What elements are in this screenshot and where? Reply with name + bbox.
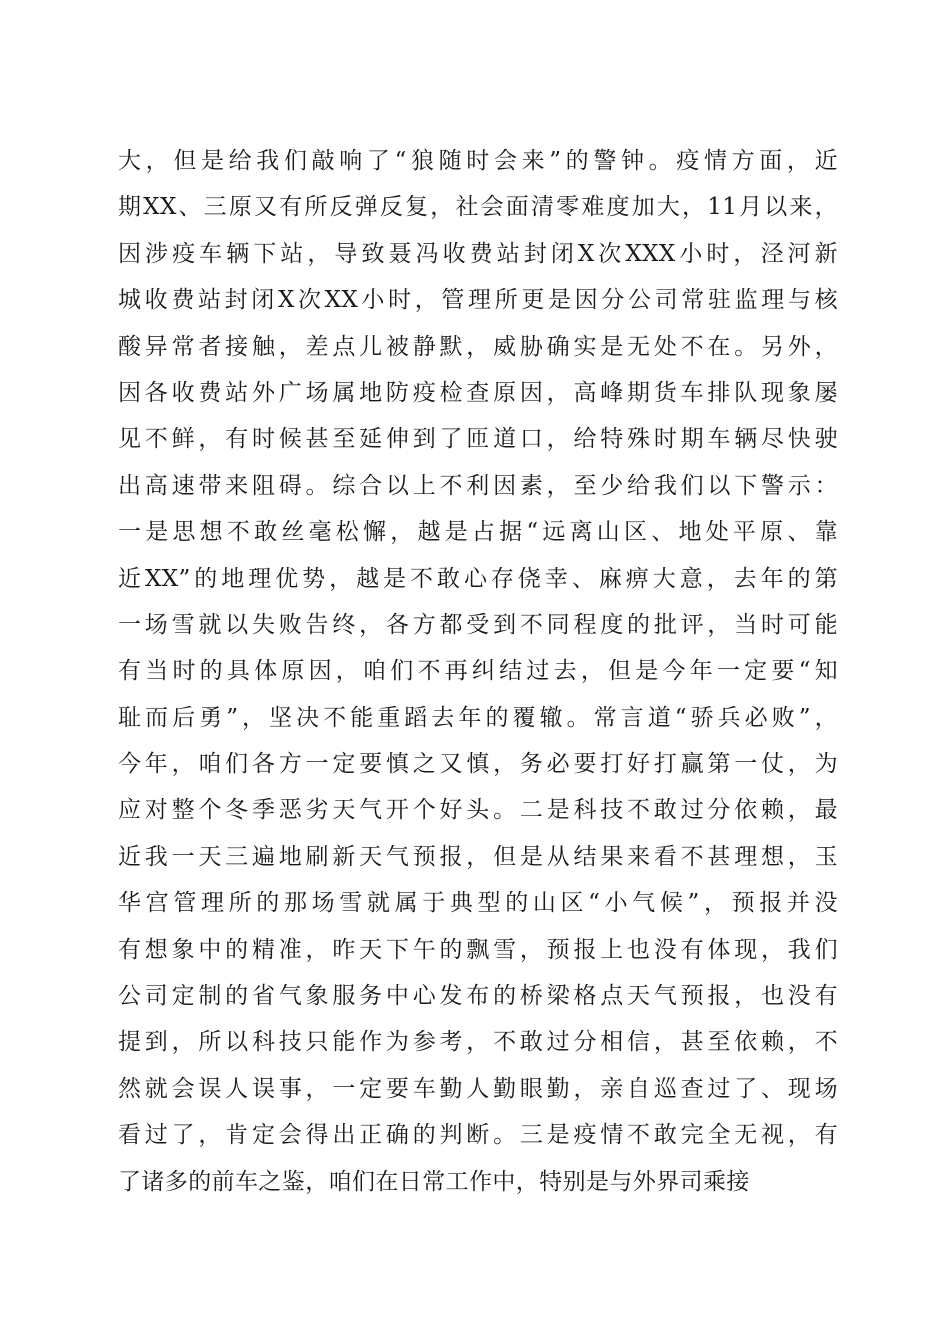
text-line: 有想象中的精准，昨天下午的飘雪，预报上也没有体现，我们: [118, 936, 838, 963]
text-line: 一是思想不敢丝毫松懈，越是占据“远离山区、地处平原、靠: [118, 519, 838, 546]
text-line: 大，但是给我们敲响了“狼随时会来”的警钟。疫情方面，近: [118, 148, 838, 174]
text-line: 因各收费站外广场属地防疫检查原因，高峰期货车排队现象屡: [118, 379, 838, 406]
text-line: 提到，所以科技只能作为参考，不敢过分相信，甚至依赖，不: [118, 1029, 838, 1056]
text-line: 近我一天三遍地刷新天气预报，但是从结果来看不甚理想，玉: [118, 843, 838, 870]
body-text: [118, 138, 838, 1205]
text-line: 耻而后勇”，坚决不能重蹈去年的覆辙。常言道“骄兵必败”，: [118, 704, 838, 731]
text-line: 见不鲜，有时候甚至延伸到了匝道口，给特殊时期车辆尽快驶: [118, 426, 838, 453]
text-line: 华宫管理所的那场雪就属于典型的山区“小气候”，预报并没: [118, 890, 838, 917]
text-line: 今年，咱们各方一定要慎之又慎，务必要打好打赢第一仗，为: [118, 751, 838, 778]
text-line: 应对整个冬季恶劣天气开个好头。二是科技不敢过分依赖，最: [118, 797, 838, 824]
text-line: 城收费站封闭X次XX小时，管理所更是因分公司常驻监理与核: [118, 287, 838, 314]
text-line: 有当时的具体原因，咱们不再纠结过去，但是今年一定要“知: [118, 658, 838, 685]
text-line: 出高速带来阻碍。综合以上不利因素，至少给我们以下警示：: [118, 472, 838, 499]
text-line: 了诸多的前车之鉴，咱们在日常工作中，特别是与外界司乘接: [118, 1168, 750, 1195]
text-line: 看过了，肯定会得出正确的判断。三是疫情不敢完全无视，有: [118, 1122, 838, 1149]
text-line: 期XX、三原又有所反弹反复，社会面清零难度加大，11月以来，: [118, 194, 838, 221]
text-line: 近XX”的地理优势，越是不敢心存侥幸、麻痹大意，去年的第: [118, 565, 838, 592]
text-line: 然就会误人误事，一定要车勤人勤眼勤，亲自巡查过了、现场: [118, 1075, 838, 1102]
text-line: 酸异常者接触，差点儿被静默，威胁确实是无处不在。另外，: [118, 333, 838, 360]
text-line: 因涉疫车辆下站，导致聂冯收费站封闭X次XXX小时，泾河新: [118, 240, 838, 267]
text-line: 一场雪就以失败告终，各方都受到不同程度的批评，当时可能: [118, 611, 838, 638]
text-line: 公司定制的省气象服务中心发布的桥梁格点天气预报，也没有: [118, 983, 838, 1010]
